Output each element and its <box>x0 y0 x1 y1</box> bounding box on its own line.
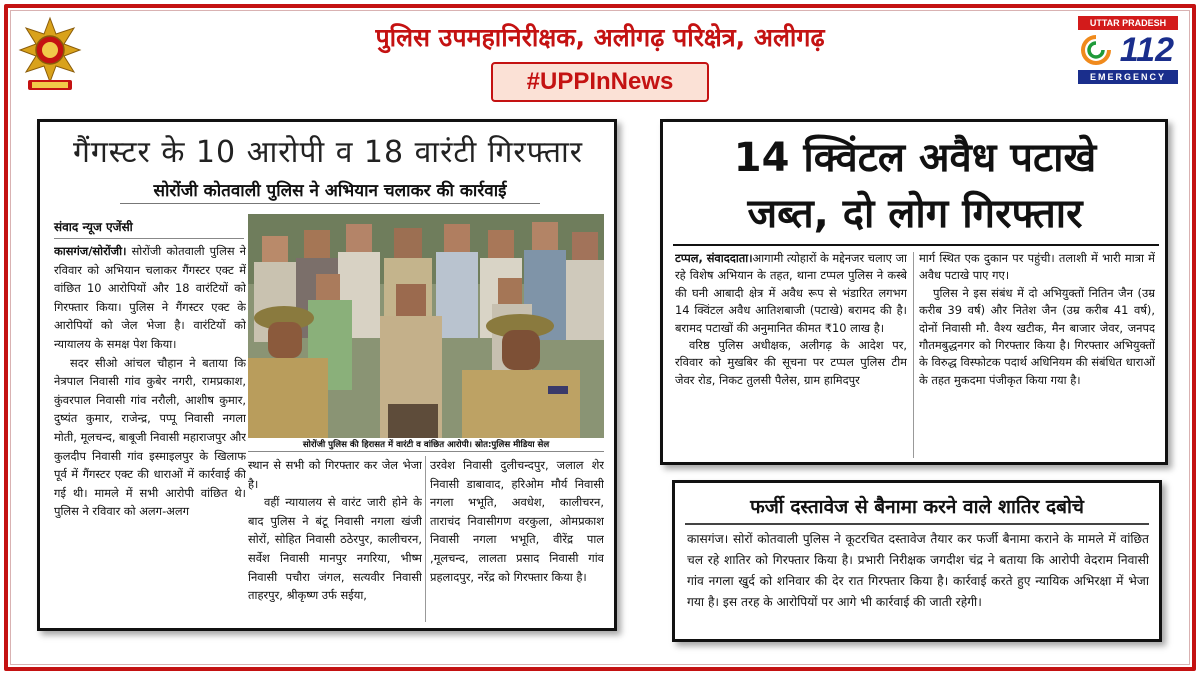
paragraph: वहीं न्यायालय से वारंट जारी होने के बाद पुलिस ने बंटू निवासी नगला खंजी सोरों, सोहित निवासी ठठेरपुर, कालीचरन, सर्वेश निवासी मानपुर नगरिया, भीष्म निवासी पचौरा जंगल, सत्यवीर निवासी ताहरपुर, श्रीकृष्ण उर्फ सईया, <box>248 495 422 603</box>
article-column-3: उरवेश निवासी दुलीचन्दपुर, जलाल शेर निवासी डाबावाद, हरिओम मौर्य निवासी नगला भभूति, अवधेश, कालीचरन, ताराचंद निवासीगण वरकुला, ओमप्रकाश निवासी नगला भभूति, वीरेंद्र पाल ,मूलचन्द, लालता प्रसाद निवासी गांव प्रहलादपुर, नरेंद्र को गिरफ्तार किया है। <box>430 458 604 584</box>
paragraph: स्थान से सभी को गिरफ्तार कर जेल भेजा है। <box>248 458 422 491</box>
headline-line-1: 14 क्विंटल अवैध पटाखे <box>733 135 1097 181</box>
article-body: कासगंज। सोरों कोतवाली पुलिस ने कूटरचित दस्तावेज तैयार कर फर्जी बैनामा कराने के मामले में वांछित चल रहे शातिर को गिरफ्तार किया है। प्रभारी निरीक्षक जगदीश चंद्र ने बताया कि आरोपी वेदराम निवासी गांव नगला खुर्द को शनिवार की देर रात गिरफ्तार किया है। कार्रवाई करते हुए न्यायिक अभिरक्षा में भेजा गया है। इस तरह के आरोपियों पर आगे भी कार्रवाई की जाती रहेगी। <box>687 532 1149 609</box>
photo-caption: सोरोंजी पुलिस की हिरासत में वारंटी व वांछित आरोपी। स्रोत:पुलिस मीडिया सेल <box>248 438 604 452</box>
news-photo <box>248 214 604 438</box>
paragraph: वरिष्ठ पुलिस अधीक्षक, अलीगढ़ के आदेश पर, रविवार को मुखबिर की सूचना पर टप्पल पुलिस टीम जेवर रोड, निकट तुलसी पैलेस, ग्राम हामिदपुर <box>675 338 907 387</box>
article-column-1 <box>675 250 907 460</box>
divider <box>54 238 244 239</box>
column-divider <box>425 456 426 622</box>
paragraph: पुलिस ने इस संबंध में दो अभियुक्तों नितिन जैन (उम्र करीब 39 वर्ष) और नितेश जैन (उम्र करीब 41 वर्ष), दोनों निवासी मौ. वैश्य खटीक, मैन बाजार जेवर, जनपद गौतमबुद्धनगर को गिरफ्तार किया है। गिरफ्तार अभियुक्तों के विरुद्ध विस्फोटक पदार्थ अधिनियम की संबंधित धाराओं के तहत मुकदमा पंजीकृत किया गया है। <box>919 285 1155 387</box>
news-clipping-gangster <box>37 119 617 631</box>
news-clipping-fake-documents <box>672 480 1162 642</box>
clipping-headline: गैंगस्टर के 10 आरोपी व 18 वारंटी गिरफ्तार <box>72 135 584 170</box>
paragraph: सदर सीओ आंचल चौहान ने बताया कि नेत्रपाल निवासी गांव कुबेर नगरी, रामप्रकाश, कुंवरपाल निवासी गांव नरौली, आशीष कुमार, दुष्यंत कुमार, राजेन्द्र, पप्पू निवासी नगला मोती, मूलचन्द, बाबूजी निवासी महाराजपुर और कुलदीप निवासी गांव इस्माइलपुर के खिलाफ पूर्व में गैंगस्टर एक्ट की धाराओं में कार्रवाई की गई थी। मामले में सभी आरोपी वांछित थे। पुलिस ने रविवार को अलग-अलग <box>54 355 246 519</box>
paragraph: आगामी त्योहारों के मद्देनजर चलाए जा रहे विशेष अभियान के तहत, थाना टप्पल पुलिस ने कस्बे की घनी आबादी क्षेत्र में अवैध रूप से भंडारित लगभग 14 क्विंटल अवैध आतिशबाजी (पटाखे) बरामद की है। बरामद पटाखों की अनुमानित कीमत ₹10 लाख है। <box>675 251 907 335</box>
up112-logo <box>1078 16 1178 84</box>
logo-number: 112 <box>1119 31 1174 69</box>
news-clipping-firecrackers <box>660 119 1168 465</box>
logo-top-text: UTTAR PRADESH <box>1078 16 1178 30</box>
headline-line-2: जब्त, दो लोग गिरफ्तार <box>747 191 1083 237</box>
dateline: टप्पल, संवाददाता। <box>675 251 753 265</box>
hashtag-badge: #UPPInNews <box>491 62 709 102</box>
paragraph: सोरोंजी कोतवाली पुलिस ने रविवार को अभियान चलाकर गैंगस्टर एक्ट में वांछित 10 आरोपियों और 18 वारंटियों को गिरफ्तार किया। पुलिस ने गैंगस्टर एक्ट के आरोपियों को जेल भेजा है। वारंटियों को न्यायालय के समक्ष पेश किया। <box>54 244 246 351</box>
column-divider <box>913 252 914 458</box>
article-column-2 <box>248 456 422 624</box>
article-column-1 <box>54 242 246 622</box>
dateline: कासगंज/सोरोंजी। <box>54 244 127 258</box>
divider <box>673 244 1159 246</box>
clipping-subheadline: सोरोंजी कोतवाली पुलिस ने अभियान चलाकर की कार्रवाई <box>120 178 540 204</box>
logo-bottom-text: EMERGENCY <box>1078 70 1178 84</box>
clipping-headline: फर्जी दस्तावेज से बैनामा करने वाले शातिर दबोचे <box>685 489 1149 525</box>
paragraph: मार्ग स्थित एक दुकान पर पहुंची। तलाशी में भारी मात्रा में अवैध पटाखे पाए गए। <box>919 251 1155 283</box>
clipping-headline <box>677 130 1153 246</box>
page-title: पुलिस उपमहानिरीक्षक, अलीगढ़ परिक्षेत्र, अलीगढ़ <box>375 23 825 52</box>
up-police-emblem-icon <box>18 16 82 94</box>
article-column-2 <box>919 250 1155 460</box>
news-agency: संवाद न्यूज एजेंसी <box>54 220 133 234</box>
